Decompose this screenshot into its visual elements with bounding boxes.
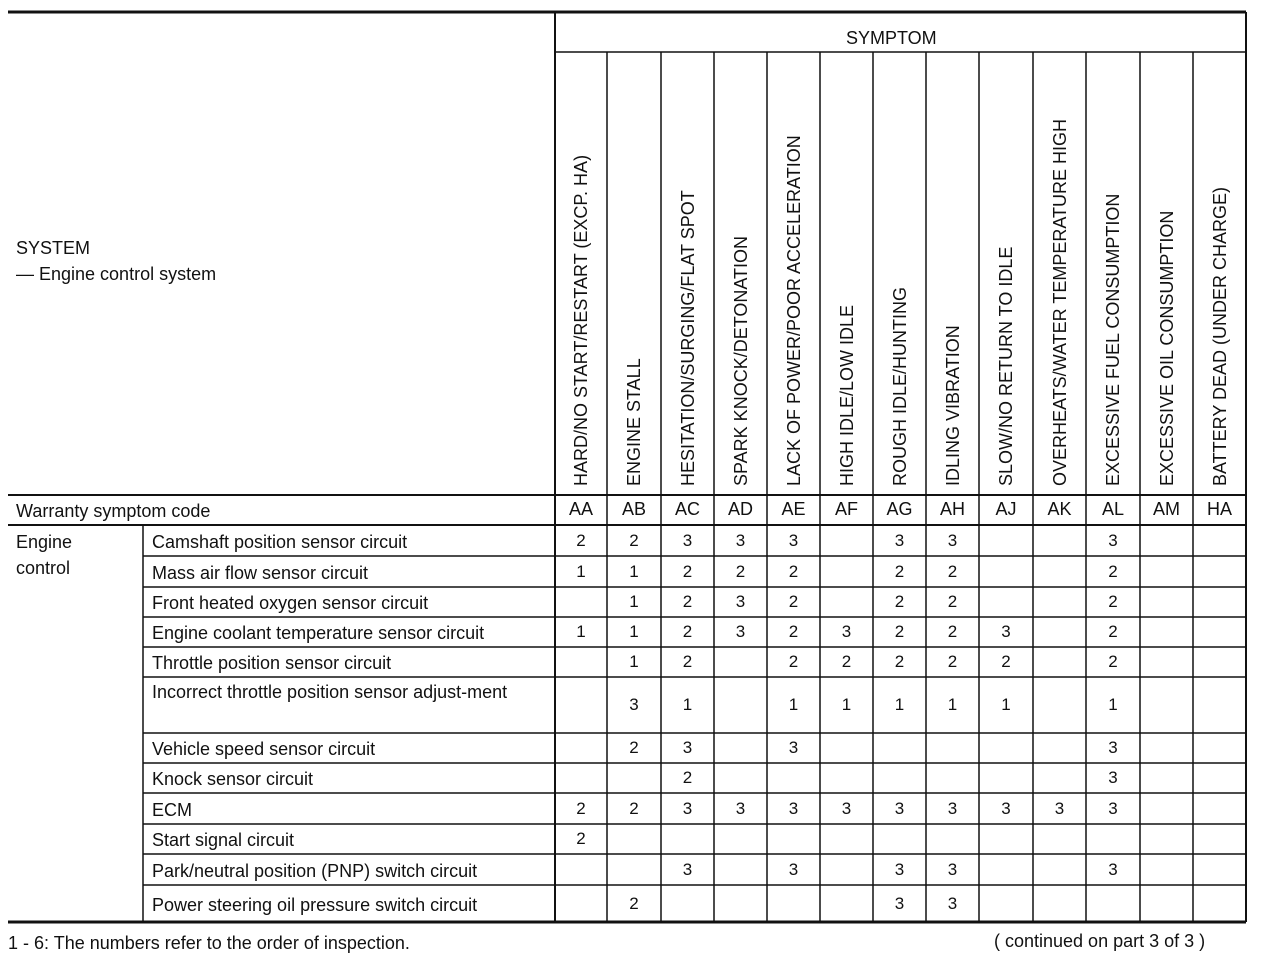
table-cell: 2: [894, 561, 905, 581]
table-row-item: Mass air flow sensor circuit: [152, 562, 369, 583]
table-cell: 1: [629, 622, 639, 641]
table-cell: 2: [682, 622, 693, 641]
table-cell: 3: [788, 859, 799, 879]
table-cell: 3: [682, 798, 693, 818]
table-cell: 3: [894, 530, 905, 550]
table-cell: 2: [947, 592, 958, 611]
table-cell: 1: [841, 695, 852, 714]
table-cell: 2: [735, 561, 746, 581]
table-cell: 3: [682, 530, 693, 550]
table-cell: 3: [947, 893, 958, 913]
warranty-code: AC: [674, 499, 700, 519]
table-cell: 2: [947, 561, 958, 581]
table-cell: 3: [1108, 530, 1118, 550]
table-row-item: Camshaft position sensor circuit: [152, 531, 408, 552]
table-cell: 3: [894, 893, 905, 913]
table-cell: 2: [788, 592, 799, 611]
table-cell: 2: [894, 622, 905, 641]
table-row-item: Knock sensor circuit: [152, 769, 314, 789]
warranty-code: AK: [1047, 499, 1072, 519]
table-cell: 2: [576, 798, 586, 818]
table-cell: 2: [682, 592, 693, 611]
table-cell: 3: [841, 798, 852, 818]
table-cell: 1: [629, 592, 639, 611]
system-label: SYSTEM: [16, 238, 91, 258]
footer-note: 1 - 6: The numbers refer to the order of inspection.: [8, 933, 410, 953]
symptom-header: HIGH IDLE/LOW IDLE: [836, 304, 857, 486]
system-sublabel: — Engine control system: [16, 264, 217, 284]
table-cell: 3: [841, 622, 852, 641]
table-cell: 3: [947, 798, 958, 818]
warranty-code: AF: [834, 499, 858, 519]
symptom-header: LACK OF POWER/POOR ACCELERATION: [783, 135, 804, 486]
group-label-line2: control: [16, 558, 71, 578]
table-cell: 3: [1108, 859, 1118, 879]
warranty-code: AJ: [995, 499, 1017, 519]
table-cell: 3: [788, 798, 799, 818]
symptom-header: EXCESSIVE OIL CONSUMPTION: [1156, 210, 1177, 486]
table-cell: 2: [576, 530, 586, 550]
warranty-code-label: Warranty symptom code: [16, 501, 211, 521]
table-cell: 2: [629, 530, 639, 550]
table-cell: 2: [682, 561, 693, 581]
table-cell: 3: [682, 738, 693, 757]
table-cell: 2: [576, 829, 586, 848]
table-row-item: Front heated oxygen sensor circuit: [152, 593, 429, 613]
symptom-title: SYMPTOM: [846, 28, 937, 48]
table-cell: 3: [735, 622, 746, 641]
warranty-code: AA: [568, 499, 593, 519]
table-cell: 2: [682, 652, 693, 671]
table-row-item: Start signal circuit: [152, 830, 295, 850]
table-cell: 3: [788, 530, 799, 550]
table-cell: 3: [894, 859, 905, 879]
table-cell: 3: [629, 695, 639, 714]
table-cell: 3: [947, 859, 958, 879]
symptom-header: ENGINE STALL: [624, 358, 644, 486]
table-cell: 3: [1108, 768, 1118, 787]
table-cell: 3: [1108, 798, 1118, 818]
table-row-item: Engine coolant temperature sensor circuit: [152, 623, 485, 643]
symptom-header: ROUGH IDLE/HUNTING: [889, 286, 910, 486]
table-cell: 1: [629, 561, 639, 581]
table-cell: 2: [1108, 561, 1118, 581]
table-row-item: Throttle position sensor circuit: [152, 653, 392, 673]
table-cell: 1: [576, 622, 586, 641]
table-cell: 2: [629, 893, 639, 913]
symptom-header: OVERHEATS/WATER TEMPERATURE HIGH: [1049, 118, 1070, 486]
table-cell: 1: [576, 561, 586, 581]
table-cell: 2: [894, 652, 905, 671]
table-row-item: Park/neutral position (PNP) switch circuit: [152, 860, 478, 881]
table-cell: 3: [735, 798, 746, 818]
symptom-header: HARD/NO START/RESTART (EXCP. HA): [571, 154, 591, 486]
table-row-item: Power steering oil pressure switch circuit: [152, 894, 478, 915]
table-cell: 2: [947, 652, 958, 671]
table-cell: 3: [1001, 622, 1011, 641]
footer-continued: ( continued on part 3 of 3 ): [994, 931, 1206, 951]
warranty-code: AM: [1153, 499, 1180, 519]
table-cell: 2: [629, 798, 639, 818]
table-row-item: ECM: [152, 799, 192, 820]
symptom-header: SPARK KNOCK/DETONATION: [730, 235, 751, 486]
table-cell: 2: [1001, 652, 1011, 671]
symptom-header: HESITATION/SURGING/FLAT SPOT: [677, 190, 698, 486]
table-cell: 2: [788, 652, 799, 671]
table-cell: 3: [735, 592, 746, 611]
table-cell: 3: [788, 738, 799, 757]
table-cell: 3: [894, 798, 905, 818]
table-row-item: Incorrect throttle position sensor adjust-ment: [152, 682, 508, 702]
warranty-code: AB: [621, 499, 646, 519]
table-cell: 3: [1001, 798, 1011, 818]
table-cell: 1: [682, 695, 693, 714]
table-cell: 1: [1108, 695, 1118, 714]
table-cell: 2: [1108, 652, 1118, 671]
table-cell: 3: [735, 530, 746, 550]
table-cell: 2: [788, 561, 799, 581]
table-cell: 1: [1001, 695, 1011, 714]
table-cell: 1: [947, 695, 958, 714]
table-cell: 3: [1054, 798, 1065, 818]
table-cell: 2: [947, 622, 958, 641]
table-cell: 2: [629, 738, 639, 757]
warranty-code: AD: [727, 499, 753, 519]
group-label-line1: Engine: [16, 532, 73, 552]
warranty-code: AL: [1101, 499, 1125, 519]
warranty-code: AE: [781, 499, 806, 519]
warranty-code: AG: [886, 499, 913, 519]
warranty-code: AH: [939, 499, 965, 519]
table-cell: 2: [788, 622, 799, 641]
table-row-item: Vehicle speed sensor circuit: [152, 739, 376, 759]
table-cell: 3: [1108, 738, 1118, 757]
symptom-header: IDLING VIBRATION: [942, 325, 963, 486]
symptom-header: EXCESSIVE FUEL CONSUMPTION: [1103, 193, 1123, 486]
table-cell: 2: [1108, 622, 1118, 641]
table-cell: 2: [1108, 592, 1118, 611]
table-cell: 2: [682, 768, 693, 787]
table-cell: 1: [788, 695, 799, 714]
symptom-header: BATTERY DEAD (UNDER CHARGE): [1209, 186, 1230, 486]
symptom-header: SLOW/NO RETURN TO IDLE: [996, 246, 1016, 486]
table-cell: 2: [894, 592, 905, 611]
table-cell: 2: [841, 652, 852, 671]
table-cell: 3: [682, 859, 693, 879]
table-cell: 1: [629, 652, 639, 671]
table-cell: 1: [894, 695, 905, 714]
table-cell: 3: [947, 530, 958, 550]
warranty-code: HA: [1206, 499, 1232, 519]
